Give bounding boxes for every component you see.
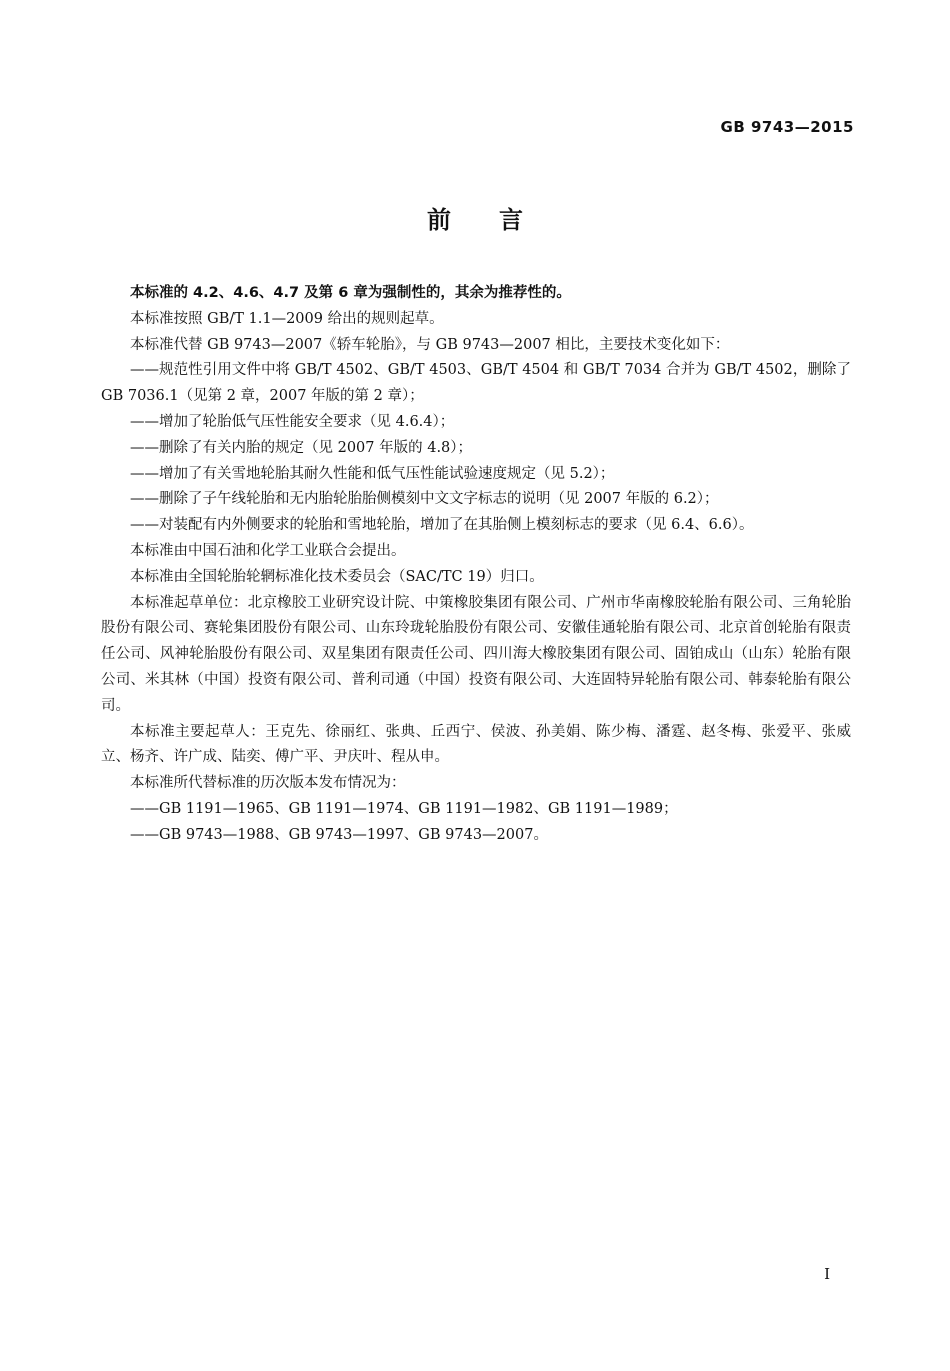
drafters-paragraph: 本标准主要起草人：王克先、徐丽红、张典、丘西宁、侯波、孙美娟、陈少梅、潘霆、赵冬梅、张爱平、张威立、杨齐、许广成、陆奕、傅广平、尹庆叶、程从申。 (101, 723, 851, 766)
foreword-body (101, 281, 851, 849)
committee-paragraph: 本标准由全国轮胎轮辋标准化技术委员会（SAC/TC 19）归口。 (130, 568, 544, 585)
change-item: ——删除了有关内胎的规定（见 2007 年版的 4.8）； (130, 439, 473, 456)
history-intro-paragraph: 本标准所代替标准的历次版本发布情况为： (130, 775, 406, 792)
change-item: ——增加了轮胎低气压性能安全要求（见 4.6.4）； (130, 413, 455, 430)
page-title: 前言 (427, 206, 571, 234)
drafting-units-paragraph: 本标准起草单位：北京橡胶工业研究设计院、中策橡胶集团有限公司、广州市华南橡胶轮胎有限公司、三角轮胎股份有限公司、赛轮集团股份有限公司、山东玲珑轮胎股份有限公司、安徽佳通轮胎有限公司、北京首创轮胎有限责任公司、风神轮胎股份有限公司、双星集团有限责任公司、四川海大橡胶集团有限公司、固铂成山（山东）轮胎有限公司、米其林（中国）投资有限公司、普利司通（中国）投资有限公司、大连固特异轮胎有限公司、韩泰轮胎有限公司。 (101, 594, 851, 714)
standard-code: GB 9743—2015 (720, 118, 854, 136)
change-item: ——删除了子午线轮胎和无内胎轮胎胎侧模刻中文文字标志的说明（见 2007 年版的 6.2）； (130, 491, 719, 508)
page-number: I (824, 1265, 830, 1283)
history-item: ——GB 9743—1988、GB 9743—1997、GB 9743—2007。 (130, 826, 548, 843)
drafting-rules-paragraph: 本标准按照 GB/T 1.1—2009 给出的规则起草。 (130, 310, 444, 327)
change-item: ——规范性引用文件中将 GB/T 4502、GB/T 4503、GB/T 4504 和 GB/T 7034 合并为 GB/T 4502，删除了 GB 7036.1（见第 2 章，2007 年版的第 2 章）； (101, 362, 851, 405)
proposer-paragraph: 本标准由中国石油和化学工业联合会提出。 (130, 542, 406, 559)
change-item: ——增加了有关雪地轮胎其耐久性能和低气压性能试验速度规定（见 5.2）； (130, 465, 615, 482)
mandatory-statement: 本标准的 4.2、4.6、4.7 及第 6 章为强制性的，其余为推荐性的。 (130, 285, 571, 301)
change-item: ——对装配有内外侧要求的轮胎和雪地轮胎，增加了在其胎侧上模刻标志的要求（见 6.4、6.6）。 (130, 517, 754, 534)
history-item: ——GB 1191—1965、GB 1191—1974、GB 1191—1982、GB 1191—1989； (130, 800, 678, 817)
replacement-paragraph: 本标准代替 GB 9743—2007《轿车轮胎》，与 GB 9743—2007 相比，主要技术变化如下： (130, 336, 730, 353)
